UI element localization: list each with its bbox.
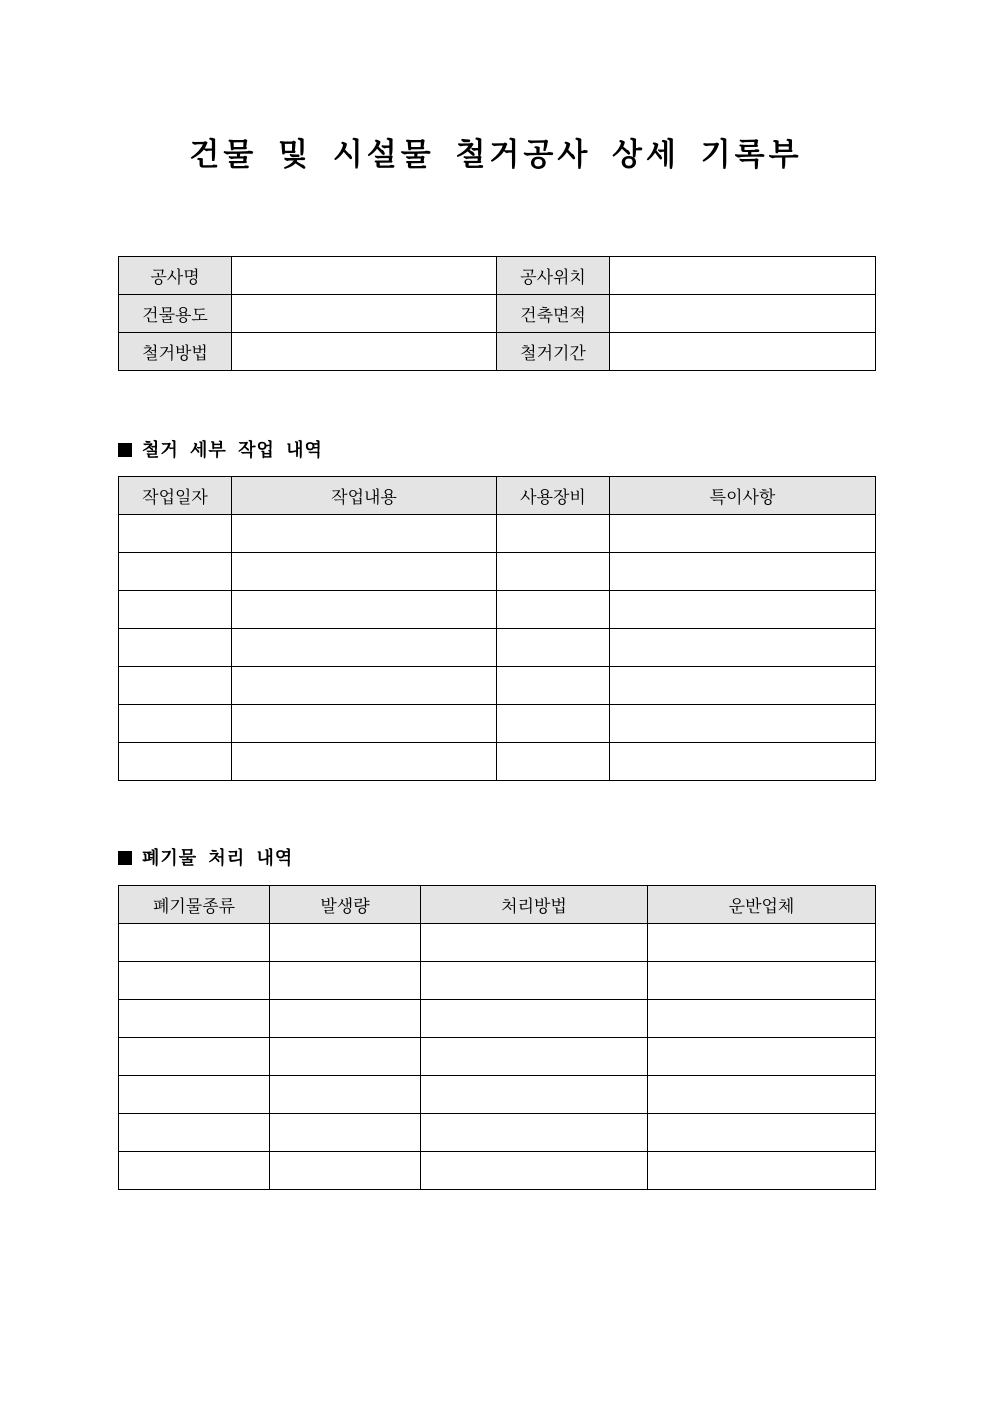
table-row (119, 705, 876, 743)
table-cell[interactable] (270, 962, 421, 1000)
table-cell[interactable] (119, 1114, 270, 1152)
table-cell[interactable] (270, 1038, 421, 1076)
table-cell[interactable] (232, 515, 497, 553)
table-row (119, 629, 876, 667)
table-cell[interactable] (232, 629, 497, 667)
table-cell[interactable] (119, 962, 270, 1000)
table-cell[interactable] (270, 1114, 421, 1152)
table-row (119, 1000, 876, 1038)
table-cell[interactable] (421, 1038, 648, 1076)
header-quantity: 발생량 (270, 886, 421, 924)
table-row (119, 553, 876, 591)
table-cell[interactable] (119, 553, 232, 591)
work-details-table (118, 476, 876, 781)
table-cell[interactable] (421, 1152, 648, 1190)
table-cell[interactable] (119, 743, 232, 781)
table-cell[interactable] (270, 924, 421, 962)
table-cell[interactable] (232, 667, 497, 705)
table-row (119, 591, 876, 629)
project-location-field[interactable] (610, 257, 876, 295)
table-cell[interactable] (232, 591, 497, 629)
header-work-date: 작업일자 (119, 477, 232, 515)
header-equipment: 사용장비 (497, 477, 610, 515)
table-cell[interactable] (648, 1000, 876, 1038)
table-row (119, 962, 876, 1000)
info-row (119, 333, 876, 371)
table-cell[interactable] (610, 553, 876, 591)
waste-section-heading (118, 846, 293, 872)
demolition-period-label: 철거기간 (497, 333, 610, 371)
table-cell[interactable] (119, 1000, 270, 1038)
table-cell[interactable] (610, 515, 876, 553)
table-cell[interactable] (610, 705, 876, 743)
demolition-period-field[interactable] (610, 333, 876, 371)
building-use-field[interactable] (232, 295, 497, 333)
table-cell[interactable] (648, 1076, 876, 1114)
table-row (119, 743, 876, 781)
table-cell[interactable] (610, 743, 876, 781)
table-row (119, 515, 876, 553)
project-name-field[interactable] (232, 257, 497, 295)
table-cell[interactable] (232, 553, 497, 591)
document-title: 건물 및 시설물 철거공사 상세 기록부 (189, 137, 803, 173)
table-cell[interactable] (648, 1038, 876, 1076)
table-row (119, 1038, 876, 1076)
building-area-field[interactable] (610, 295, 876, 333)
project-name-label: 공사명 (119, 257, 232, 295)
table-cell[interactable] (119, 591, 232, 629)
table-cell[interactable] (232, 743, 497, 781)
table-cell[interactable] (421, 1000, 648, 1038)
table-cell[interactable] (421, 962, 648, 1000)
table-cell[interactable] (497, 515, 610, 553)
table-row (119, 1114, 876, 1152)
waste-section-title: 폐기물 처리 내역 (142, 848, 294, 869)
black-square-icon (118, 443, 132, 457)
building-use-label: 건물용도 (119, 295, 232, 333)
table-cell[interactable] (497, 553, 610, 591)
building-area-label: 건축면적 (497, 295, 610, 333)
project-info-table (118, 256, 876, 371)
black-square-icon (118, 851, 132, 865)
table-cell[interactable] (270, 1000, 421, 1038)
table-row (119, 667, 876, 705)
table-cell[interactable] (119, 667, 232, 705)
header-waste-type: 폐기물종류 (119, 886, 270, 924)
header-carrier: 운반업체 (648, 886, 876, 924)
table-cell[interactable] (648, 962, 876, 1000)
table-cell[interactable] (497, 705, 610, 743)
table-header-row (119, 886, 876, 924)
table-cell[interactable] (497, 629, 610, 667)
info-row (119, 295, 876, 333)
table-cell[interactable] (270, 1076, 421, 1114)
table-cell[interactable] (610, 629, 876, 667)
table-row (119, 1152, 876, 1190)
table-cell[interactable] (270, 1152, 421, 1190)
table-cell[interactable] (610, 667, 876, 705)
table-cell[interactable] (648, 1114, 876, 1152)
table-cell[interactable] (648, 924, 876, 962)
table-row (119, 924, 876, 962)
header-work-content: 작업내용 (232, 477, 497, 515)
table-row (119, 1076, 876, 1114)
table-cell[interactable] (119, 515, 232, 553)
table-cell[interactable] (497, 743, 610, 781)
table-cell[interactable] (610, 591, 876, 629)
table-cell[interactable] (119, 705, 232, 743)
table-header-row (119, 477, 876, 515)
header-remarks: 특이사항 (610, 477, 876, 515)
project-location-label: 공사위치 (497, 257, 610, 295)
table-cell[interactable] (648, 1152, 876, 1190)
table-cell[interactable] (421, 924, 648, 962)
table-cell[interactable] (119, 629, 232, 667)
table-cell[interactable] (119, 1152, 270, 1190)
info-row (119, 257, 876, 295)
waste-disposal-table (118, 885, 876, 1190)
demolition-method-field[interactable] (232, 333, 497, 371)
table-cell[interactable] (421, 1076, 648, 1114)
header-disposal-method: 처리방법 (421, 886, 648, 924)
table-cell[interactable] (119, 1038, 270, 1076)
table-cell[interactable] (497, 667, 610, 705)
work-section-heading (118, 438, 323, 464)
table-cell[interactable] (497, 591, 610, 629)
table-cell[interactable] (421, 1114, 648, 1152)
work-section-title: 철거 세부 작업 내역 (142, 440, 323, 461)
demolition-method-label: 철거방법 (119, 333, 232, 371)
table-cell[interactable] (119, 924, 270, 962)
table-cell[interactable] (119, 1076, 270, 1114)
table-cell[interactable] (232, 705, 497, 743)
